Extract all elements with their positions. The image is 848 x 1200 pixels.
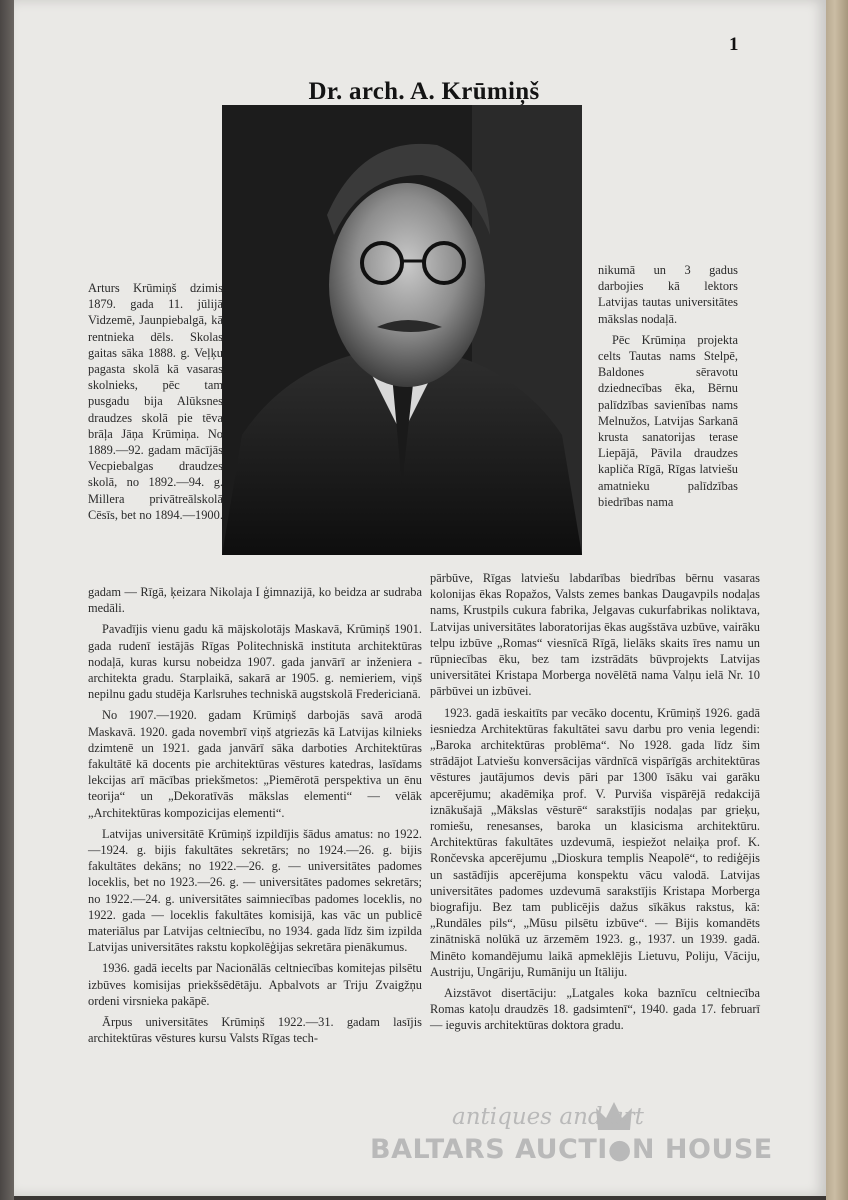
portrait-photo xyxy=(222,105,582,555)
paragraph: Arturs Krūmiņš dzimis 1879. gada 11. jūlijā Vidzemē, Jaunpiebalgā, kā rentnieka dēls. Skolas gaitas sāka 1888. g. Veļķu pagasta skolā kā vasaras skolnieks, pēc tam pusgadu bija Alūksnes draudzes skolā pie tēva brāļa Jāņa Krūmiņa. No 1889.—92. gadam mācījās Vecpiebalgas draudzes skolā, no 1892.—94. g. Millera privātreālskolā Cēsīs, bet no 1894.—1900. xyxy=(88,281,223,522)
paragraph: Pēc Krūmiņa projekta celts Tautas nams Stelpē, Baldones sēravotu dziednecības ēka, Bērnu palīdzības savienības nams Melnužos, Latvijas Sarkanā krusta sanatorijas terase Liepājā, Pāvila draudzes kapliča Rīgā, Rīgas latviešu amatnieku palīdzības biedrības nama xyxy=(598,332,738,509)
paragraph: 1923. gadā ieskaitīts par vecāko docentu, Krūmiņš 1926. gadā iesniedza Architektūras fakultātei savu darbu pro venia legendi: „Baroka architektūras problēma“. No 1928. gada līdz šim strādājot Latviešu konversācijas vārdnīcā vispārīgās architektūras vēstures jautājumos devis pāri par 1300 īsāku vai garāku apcerējumu; akadēmiķa prof. V. Purviša vispārējā redakcijā iznākušajā „Mākslas vēsturē“ sarakstījis nodaļas par grieķu, romiešu, renesanses, baroka un klasicisma architektūru. Architektūras fakultātes uzdevumā, iespiežot nelaiķa prof. K. Rončevska apcerējumu „Dioskura templis Neapolē“, to rediģējis un sastādījis apcerējuma konspektu vācu valodā. Latvijas universitātes padomes uzdevumā sarakstījis Kristapa Morberga biografiju. Bez tam publicējis dažus sīkākus rakstus, kā: „Rundāles pils“, „Mūsu pilsētu izbūve“. — Bijis komandēts zinātniskā nolūkā uz ārzemēm 1923. g., 1937. un 1939. gadā. Minēto komandējumu laikā apmeklējis Lietuvu, Poliju, Vāciju, Austriju, Ungāriju, Rumāniju un Itāliju. xyxy=(430,705,760,979)
watermark-name: BALTARS AUCTI●N HOUSE xyxy=(370,1134,773,1165)
paragraph: Latvijas universitātē Krūmiņš izpildījis šādus amatus: no 1922.—1924. g. bijis fakultātes sekretārs; no 1924.—26. g. bijis fakultātes dekāns; no 1922.—26. g. — universitātes padomes loceklis, bet no 1923.—26. g. — universitātes padomes sekretārs; no 1922.—24. g. universitātes saimniecības padomes loceklis, no 1922. gada — loceklis fakultātes komisijā, kas vāc un publicē materiālus par Latvijas celtniecību, no 1934. gada līdz šim izpilda Latvijas universitātes rakstu kopkolēģijas sekretāra pienākumus. xyxy=(88,826,422,955)
page-number: 1 xyxy=(729,34,739,55)
document-page xyxy=(14,0,826,1196)
paragraph: Ārpus universitātes Krūmiņš 1922.—31. gadam lasījis architektūras vēstures kursu Valsts Rīgas tech- xyxy=(88,1015,422,1046)
paragraph: No 1907.—1920. gadam Krūmiņš darbojās savā arodā Maskavā. 1920. gada novembrī viņš atgriezās kā Latvijas kilnieks dzimtenē un 1921. gada janvārī sāka darboties Architektūras fakultātē kā docents pie architektūras vēstures katedras, lasīdams lekcijas arī mācības priekšmetos: „Piemērotā perspektiva un ēnu teorija“ un „Dekoratīvās mākslas elementi“ — vēlāk „Architektūras kompozicijas elementi“. xyxy=(88,708,422,820)
page-title: Dr. arch. A. Krūmiņš xyxy=(308,78,540,105)
left-shadow xyxy=(0,0,14,1200)
page-edge xyxy=(826,0,848,1200)
right-column-text xyxy=(598,262,738,515)
paragraph: nikumā un 3 gadus darbojies kā lektors Latvijas tautas universitātes mākslas nodaļā. xyxy=(598,263,738,326)
paragraph: Aizstāvot disertāciju: „Latgales koka baznīcu celtniecība Romas katoļu draudzēs 18. gadsimtenī“, 1940. gada 17. februarī — ieguvis architektūras doktora gradu. xyxy=(430,986,760,1033)
auction-watermark xyxy=(370,1100,790,1180)
main-left-column xyxy=(88,584,422,1051)
left-column-text xyxy=(88,280,223,528)
portrait-illustration xyxy=(222,105,582,555)
main-right-column xyxy=(430,570,760,1039)
paragraph: pārbūve, Rīgas latviešu labdarības biedrības bērnu vasaras kolonijas ēkas Ropažos, Valsts zemes bankas Daugavpils nodaļas nams, Krustpils cukura fabrika, Jelgavas cukurfabrikas noliktava, Latvijas universitātes laboratorijas ēkas augšstāva uzbūve, vairāku telpu izbūve „Romas“ viesnīcā Rīgā, lielāks skaits īres namu un rūpniecības ēku, bez tam izstrādāts būvprojekts Latvijas universitātei Kristapa Morberga novēlētā nama Valņu ielā Nr. 10 pārbūvei un izbūvei. xyxy=(430,571,760,699)
paragraph: gadam — Rīgā, ķeizara Nikolaja I ģimnazijā, ko beidza ar sudraba medāli. xyxy=(88,585,422,616)
paragraph: 1936. gadā iecelts par Nacionālās celtniecības komitejas pilsētu izbūves komisijas priekšsēdētāju. Apbalvots ar Triju Zvaigžņu ordeni virsnieka pakāpē. xyxy=(88,961,422,1008)
paragraph: Pavadījis vienu gadu kā mājskolotājs Maskavā, Krūmiņš 1901. gada rudenī iestājās Rīgas Politechniskā instituta architektūras nodaļā, kuras kursu nobeidza 1907. gada janvārī ar inženiera - architekta gradu. Starplaikā, sakarā ar 1905. g. nemieriem, viņš nepilnu gadu studēja Karlsruhes techniskā augstskolā Fredericianā. xyxy=(88,622,422,702)
watermark-tagline: antiques and art xyxy=(452,1104,644,1130)
